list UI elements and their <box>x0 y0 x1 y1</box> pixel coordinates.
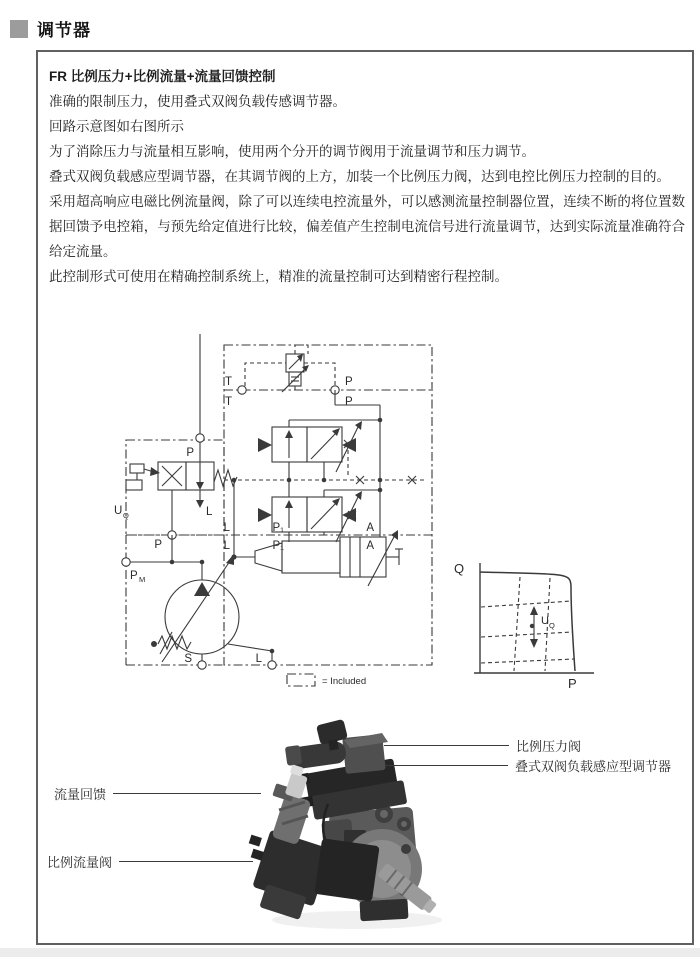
pq-envelope-curve <box>480 572 575 671</box>
port-label-PM: P <box>130 570 138 582</box>
section-marker-icon <box>10 20 28 38</box>
paragraph-5: 采用超高响应电磁比例流量阀，除了可以连续电控流量外，可以感测流量控制器位置，连续不断的将位置数据回馈予电控箱，与预先给定值进行比较，偏差值产生控制电流信号进行流量调节，达到实际流量准确符合给定流量。 <box>49 194 685 259</box>
variable-pump-symbol <box>151 554 276 669</box>
callout-leader-line <box>113 793 261 794</box>
callout-label: 比例压力阀 <box>516 738 582 754</box>
uq-adjust-arrow <box>530 606 538 648</box>
included-legend <box>287 674 366 687</box>
page-bottom-margin <box>0 948 700 957</box>
pressure-valve-assembly <box>285 719 388 774</box>
drain-label-L: L <box>206 506 213 518</box>
page-header <box>10 16 91 41</box>
callout-leader-line <box>385 765 508 766</box>
proportional-valve-upper <box>258 421 362 472</box>
paragraph-2: 回路示意图如右图所示 <box>49 119 184 134</box>
port-label-P-above: P <box>345 376 353 388</box>
flow-control-spool <box>234 530 403 586</box>
row-label-A-below: A <box>366 540 374 552</box>
callout-regulator <box>385 757 671 773</box>
hydraulic-circuit-schematic <box>102 332 472 702</box>
callout-label: 流量回馈 <box>54 786 107 802</box>
chart-ylabel: Q <box>454 561 465 576</box>
port-label-PM-sub: M <box>139 575 146 584</box>
port-T <box>238 386 246 394</box>
pq-characteristic-chart <box>442 547 622 692</box>
chart-annotation-UQ: U <box>541 615 549 627</box>
port-label-P-left-top: P <box>186 447 194 459</box>
row-label-P1-below: P₁ <box>272 540 284 552</box>
paragraph-3: 为了消除压力与流量相互影响，使用两个分开的调节阀用于流量调节和压力调节。 <box>49 144 535 159</box>
callout-pressure-valve <box>384 737 581 753</box>
signal-label-UQ: U <box>114 505 123 517</box>
row-label-A-above: A <box>366 522 374 534</box>
row-label-P1-above: P₁ <box>272 522 284 534</box>
port-label-T-above: T <box>224 376 232 388</box>
row-label-L-below: L <box>223 540 230 552</box>
port-label-P-left-bottom: P <box>154 539 162 551</box>
content-panel <box>36 50 694 945</box>
chart-xlabel: P <box>568 676 577 691</box>
callout-leader-line <box>384 745 509 746</box>
callout-flow-feedback <box>54 785 261 801</box>
proportional-pressure-valve-symbol <box>245 345 335 392</box>
paragraph-1: 准确的限制压力，使用叠式双阀负载传感调节器。 <box>49 94 346 109</box>
paragraph-4: 叠式双阀负载感应型调节器，在其调节阀的上方，加装一个比例压力阀，达到电控比例压力控制的目的。 <box>49 169 670 184</box>
chart-annotation-UQ-sub: Q <box>549 621 555 630</box>
port-label-L-bottom: L <box>255 653 262 665</box>
included-legend-text: = Included <box>322 676 367 687</box>
callout-label: 叠式双阀负载感应型调节器 <box>515 758 672 774</box>
port-label-P-below: P <box>345 396 353 408</box>
callout-label: 比例流量阀 <box>47 854 113 870</box>
compensator-valve-symbol <box>126 334 237 539</box>
callout-flow-valve <box>47 853 253 869</box>
section-title: FR 比例压力+比例流量+流量回馈控制 <box>49 69 276 84</box>
port-label-T-below: T <box>224 396 232 408</box>
port-label-S: S <box>184 653 192 665</box>
row-label-L-above: L <box>223 522 230 534</box>
chart-grid-dashed <box>481 577 574 671</box>
callout-leader-line <box>119 861 253 862</box>
proportional-valve-lower <box>258 491 362 542</box>
page-title: 调节器 <box>37 21 91 40</box>
paragraph-6: 此控制形式可使用在精确控制系统上，精准的流量控制可达到精密行程控制。 <box>49 269 508 284</box>
port-PM <box>122 558 130 566</box>
intro-text-block <box>49 64 685 289</box>
signal-label-UQ-sub: Q <box>123 511 129 520</box>
